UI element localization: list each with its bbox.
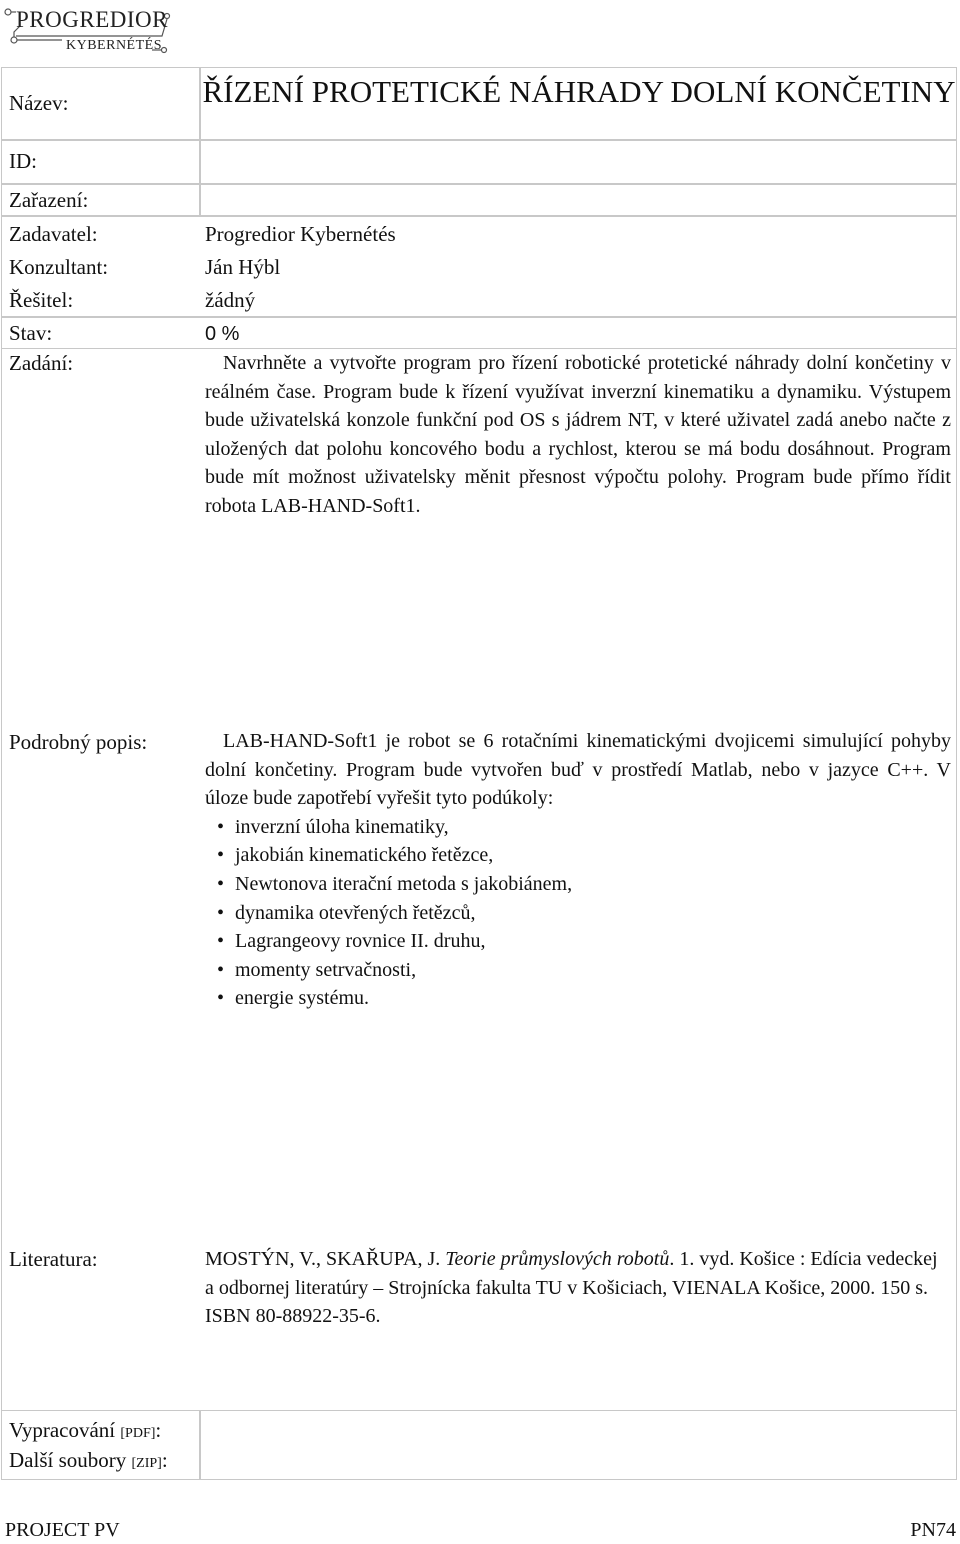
files-value-cell — [200, 1410, 957, 1480]
list-item: • momenty setrvačnosti, — [205, 956, 951, 985]
konzultant-value: Ján Hýbl — [205, 255, 281, 279]
zadani-text: Navrhněte a vytvořte program pro řízení robotické protetické náhrady dolní končetiny v reálném čase. Program bude k řízení využívat inverzní kinematiku a dynamiku. Výstupem bude uživatelská konzole funkční pod OS s jádrem NT, v které uživatel zadá anebo načte z uložených dat polohu koncového bodu a rychlost, kterou se má bodu dosáhnout. Program bude mít možnost uživatelsky měnit přesnost výpočtu polohy. Program bude přímo řídit robota LAB-HAND-Soft1. — [205, 352, 951, 517]
project-title: ŘÍZENÍ PROTETICKÉ NÁHRADY DOLNÍ KONČETINY — [202, 74, 956, 109]
literatura-text-block — [205, 1245, 951, 1331]
vypracovani-text: Vypracování — [9, 1418, 121, 1442]
zadani-text-block — [205, 349, 951, 521]
list-item: • energie systému. — [205, 984, 951, 1013]
list-item: • inverzní úloha kinematiky, — [205, 813, 951, 842]
zadavatel-label: Zadavatel: — [9, 222, 98, 246]
people-cell — [1, 216, 957, 317]
list-item: • Lagrangeovy rovnice II. druhu, — [205, 927, 951, 956]
zarazeni-value-cell — [200, 184, 957, 216]
project-form — [1, 67, 957, 1480]
logo-text: PROGREDIOR — [16, 7, 168, 32]
logo-subtext: KYBERNÉTÉS — [66, 38, 162, 53]
popis-label: Podrobný popis: — [9, 730, 148, 754]
literatura-authors: MOSTÝN, V., SKAŘUPA, J. — [205, 1248, 446, 1270]
popis-text-block — [205, 727, 951, 1013]
zip-link[interactable]: [ZIP] — [131, 1456, 162, 1471]
vypracovani-colon: : — [155, 1418, 162, 1442]
dalsi-soubory-colon: : — [161, 1448, 168, 1472]
pdf-link[interactable]: [PDF] — [120, 1426, 156, 1441]
zadavatel-value: Progredior Kybernétés — [205, 222, 396, 246]
vypracovani-label — [9, 1418, 161, 1443]
popis-text: LAB-HAND-Soft1 je robot se 6 rotačními kinematickými dvojicemi simulující pohyby dolní končetiny. Program bude vytvořen buď v prostředí Matlab, nebo v jazyce C++. V úloze bude zapotřebí vyřešit tyto podúkoly: — [205, 730, 951, 810]
stav-cell — [1, 317, 957, 349]
stav-label: Stav: — [9, 321, 53, 345]
literatura-details: . 1. vyd. Košice : Edícia vedeckej a odbornej literatúry – Strojnícka fakulta TU v Košiciach, VIENALA Košice, 2000. 150 s. ISBN 80-88922-35-6. — [205, 1248, 938, 1328]
popis-list — [205, 813, 951, 1013]
list-item: • dynamika otevřených řetězců, — [205, 899, 951, 928]
list-item: • Newtonova iterační metoda s jakobiánem, — [205, 870, 951, 899]
konzultant-label: Konzultant: — [9, 255, 109, 279]
literatura-label: Literatura: — [9, 1247, 98, 1271]
list-item: • jakobián kinematického řetězce, — [205, 841, 951, 870]
footer-page-code: PN74 — [910, 1519, 956, 1541]
footer-project-label: PROJECT PV — [5, 1519, 120, 1541]
resitel-value: žádný — [205, 288, 256, 312]
nazev-label: Název: — [9, 91, 69, 115]
dalsi-soubory-text: Další soubory — [9, 1448, 132, 1472]
id-label: ID: — [9, 149, 37, 173]
zarazeni-label: Zařazení: — [9, 188, 89, 212]
logo — [2, 2, 172, 58]
dalsi-soubory-label — [9, 1448, 168, 1473]
id-value-cell — [200, 140, 957, 184]
literatura-book-title: Teorie průmyslových robotů — [445, 1248, 670, 1270]
resitel-label: Řešitel: — [9, 288, 74, 312]
stav-value: 0 % — [205, 323, 240, 345]
zadani-label: Zadání: — [9, 351, 74, 375]
